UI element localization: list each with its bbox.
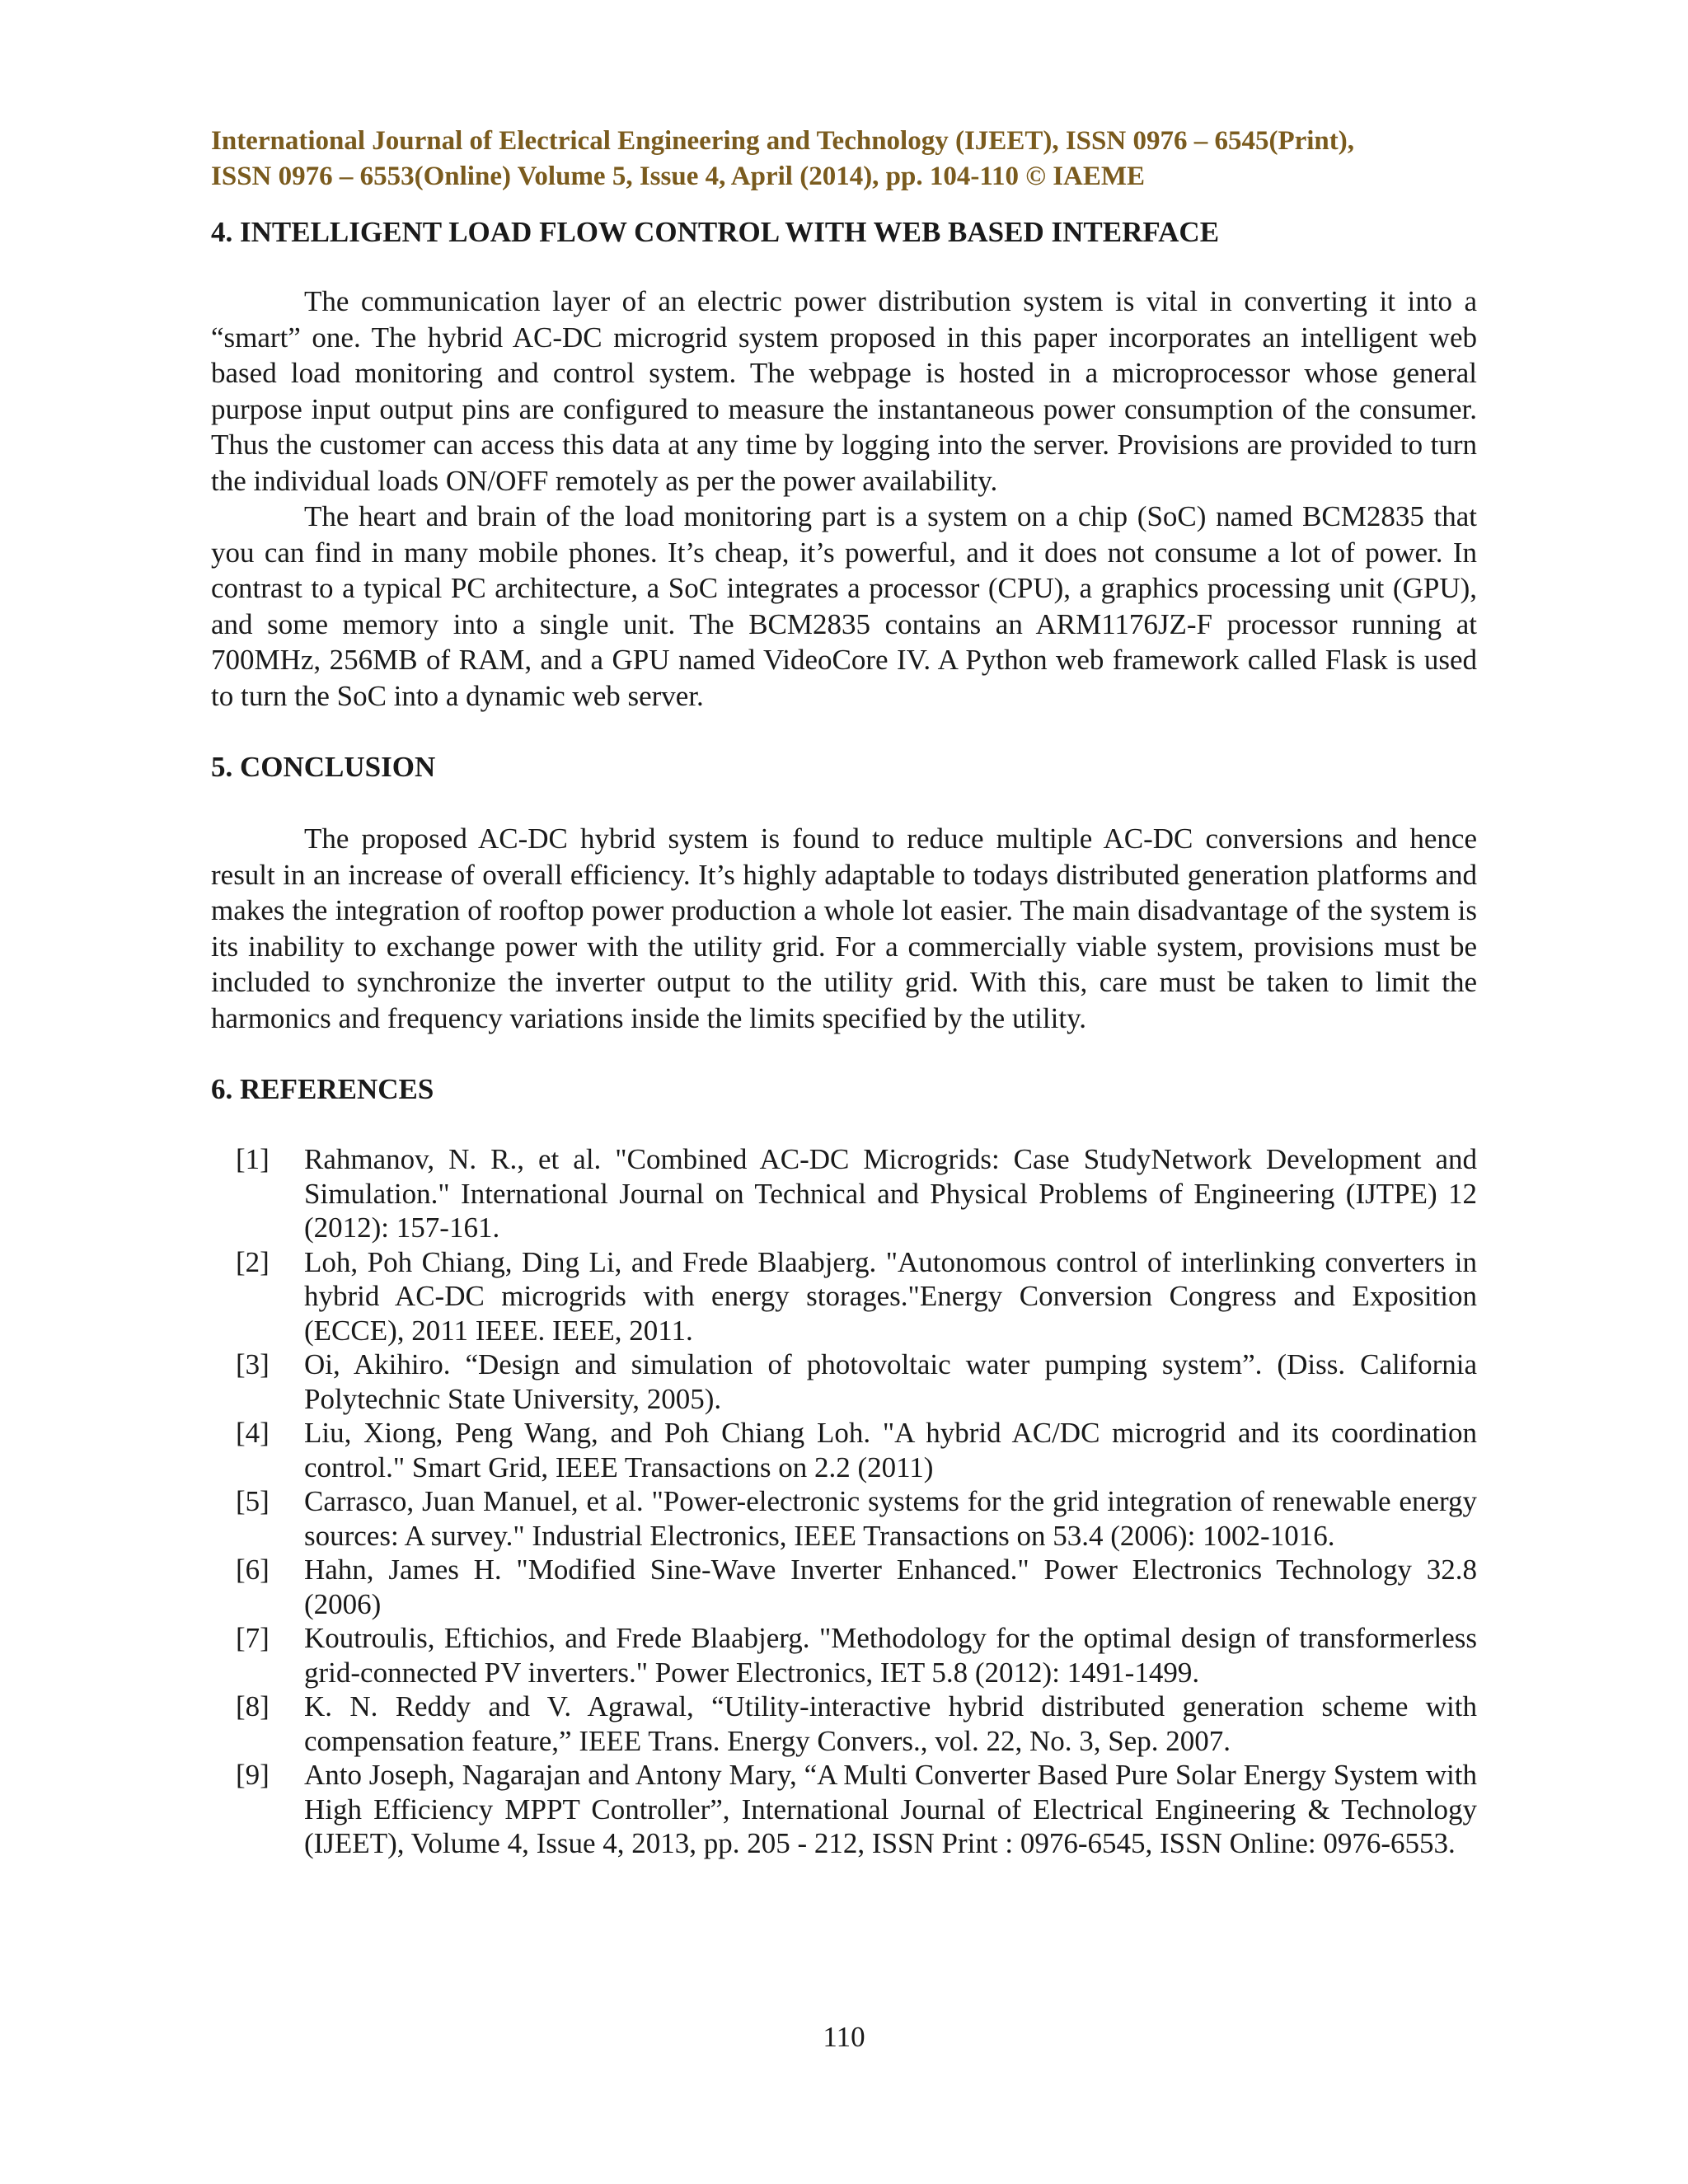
journal-header xyxy=(211,124,1477,194)
reference-number: [2] xyxy=(236,1245,270,1278)
section-5-heading: 5. CONCLUSION xyxy=(211,751,436,783)
journal-header-line-1: International Journal of Electrical Engineering and Technology (IJEET), ISSN 0976 – 6545(Print), xyxy=(211,126,1354,156)
reference-number: [6] xyxy=(236,1554,270,1586)
reference-text: Koutroulis, Eftichios, and Frede Blaabjerg. "Methodology for the optimal design of transformerless grid-connected PV inverters." Power Electronics, IET 5.8 (2012): 1491-1499. xyxy=(304,1622,1477,1689)
reference-number: [4] xyxy=(236,1417,270,1449)
reference-text: Hahn, James H. "Modified Sine-Wave Inverter Enhanced." Power Electronics Technology 32.8 (2006) xyxy=(304,1554,1477,1620)
reference-text: Liu, Xiong, Peng Wang, and Poh Chiang Loh. "A hybrid AC/DC microgrid and its coordination control." Smart Grid, IEEE Transactions on 2.2 (2011) xyxy=(304,1417,1477,1483)
reference-number: [1] xyxy=(236,1143,270,1175)
reference-item xyxy=(211,1758,1477,1861)
reference-number: [8] xyxy=(236,1690,270,1722)
section-5-paragraph-1: The proposed AC-DC hybrid system is found to reduce multiple AC-DC conversions and hence result in an increase of overall efficiency. It’s highly adaptable to todays distributed generation platforms and makes the integration of rooftop power production a whole lot easier. The main disadvantage of the system is its inability to exchange power with the utility grid. For a commercially viable system, provisions must be included to synchronize the inverter output to the utility grid. With this, care must be taken to limit the harmonics and frequency variations inside the limits specified by the utility. xyxy=(211,823,1477,1034)
reference-text: Anto Joseph, Nagarajan and Antony Mary, “A Multi Converter Based Pure Solar Energy System with High Efficiency MPPT Controller”, International Journal of Electrical Engineering & Technology (IJEET), Volume 4, Issue 4, 2013, pp. 205 - 212, ISSN Print : 0976-6545, ISSN Online: 0976-6553. xyxy=(304,1759,1477,1859)
reference-text: Carrasco, Juan Manuel, et al. "Power-electronic systems for the grid integration of renewable energy sources: A survey." Industrial Electronics, IEEE Transactions on 53.4 (2006): 1002-1016. xyxy=(304,1485,1477,1552)
page-number: 110 xyxy=(823,2021,865,2053)
reference-item xyxy=(211,1416,1477,1484)
reference-item xyxy=(211,1553,1477,1621)
reference-number: [7] xyxy=(236,1622,270,1654)
reference-list xyxy=(211,1142,1477,1861)
reference-text: Loh, Poh Chiang, Ding Li, and Frede Blaabjerg. "Autonomous control of interlinking converters in hybrid AC-DC microgrids with energy storages."Energy Conversion Congress and Exposition (ECCE), 2011 IEEE. IEEE, 2011. xyxy=(304,1245,1477,1347)
reference-item xyxy=(211,1245,1477,1348)
reference-item xyxy=(211,1690,1477,1758)
reference-number: [3] xyxy=(236,1348,270,1380)
reference-item xyxy=(211,1347,1477,1416)
page-body xyxy=(211,124,1477,1861)
section-4-heading: 4. INTELLIGENT LOAD FLOW CONTROL WITH WEB BASED INTERFACE xyxy=(211,216,1220,248)
reference-text: Oi, Akihiro. “Design and simulation of photovoltaic water pumping system”. (Diss. California Polytechnic State University, 2005). xyxy=(304,1348,1477,1415)
reference-number: [5] xyxy=(236,1485,270,1517)
reference-item xyxy=(211,1621,1477,1690)
journal-header-line-2: ISSN 0976 – 6553(Online) Volume 5, Issue 4, April (2014), pp. 104-110 © IAEME xyxy=(211,162,1146,191)
reference-text: Rahmanov, N. R., et al. "Combined AC-DC Microgrids: Case StudyNetwork Development and Simulation." International Journal on Technical and Physical Problems of Engineering (IJTPE) 12 (2012): 157-161. xyxy=(304,1143,1477,1244)
reference-number: [9] xyxy=(236,1759,270,1791)
reference-text: K. N. Reddy and V. Agrawal, “Utility-interactive hybrid distributed generation scheme with compensation feature,” IEEE Trans. Energy Convers., vol. 22, No. 3, Sep. 2007. xyxy=(304,1690,1477,1757)
section-6-heading: 6. REFERENCES xyxy=(211,1073,434,1105)
reference-item xyxy=(211,1484,1477,1553)
reference-item xyxy=(211,1142,1477,1245)
section-4-paragraph-1: The communication layer of an electric power distribution system is vital in converting it into a “smart” one. The hybrid AC-DC microgrid system proposed in this paper incorporates an intelligent web based load monitoring and control system. The webpage is hosted in a microprocessor whose general purpose input output pins are configured to measure the instantaneous power consumption of the consumer. Thus the customer can access this data at any time by logging into the server. Provisions are provided to turn the individual loads ON/OFF remotely as per the power availability. xyxy=(211,285,1477,497)
section-4-paragraph-2: The heart and brain of the load monitoring part is a system on a chip (SoC) named BCM2835 that you can find in many mobile phones. It’s cheap, it’s powerful, and it does not consume a lot of power. In contrast to a typical PC architecture, a SoC integrates a processor (CPU), a graphics processing unit (GPU), and some memory into a single unit. The BCM2835 contains an ARM1176JZ-F processor running at 700MHz, 256MB of RAM, and a GPU named VideoCore IV. A Python web framework called Flask is used to turn the SoC into a dynamic web server. xyxy=(211,500,1477,712)
